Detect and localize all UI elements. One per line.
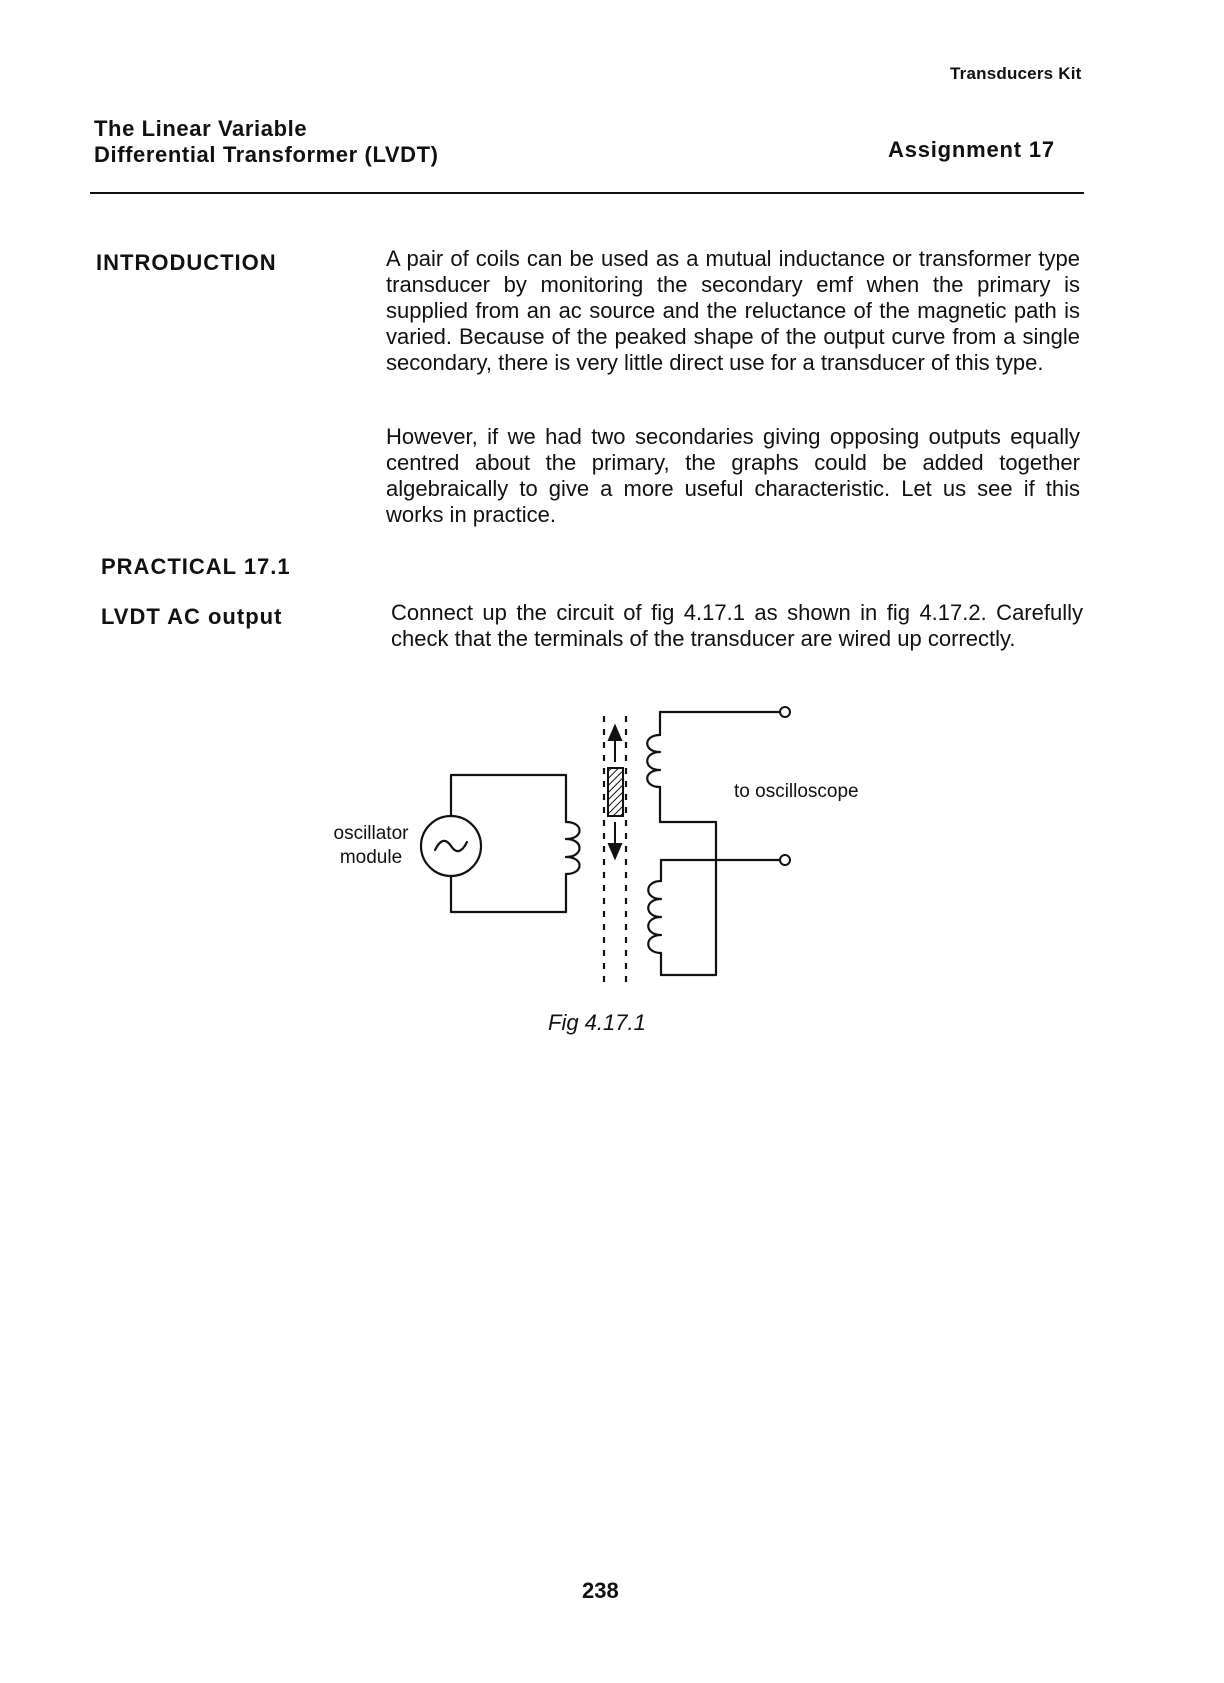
primary-coil — [566, 822, 580, 874]
sine-wave-icon — [435, 841, 467, 851]
title-line-1: The Linear Variable — [94, 116, 308, 141]
output-terminal-top — [780, 707, 790, 717]
intro-paragraph-1: A pair of coils can be used as a mutual inductance or transformer type transducer by monitoring the secondary emf when the primary is supplied from an ac source and the reluctance of the magnetic path is varied. Because of the peaked shape of the output curve from a single secondary, there is very little direct use for a transducer of this type. — [386, 246, 1080, 375]
kit-label: Transducers Kit — [950, 64, 1082, 83]
intro-paragraph-2: However, if we had two secondaries giving opposing outputs equally centred about the primary, the graphs could be added together algebraically to give a more useful characteristic. Let us see if this works in practice. — [386, 424, 1080, 527]
practical-heading: PRACTICAL 17.1 — [101, 554, 291, 579]
oscillator-label-line-2: module — [339, 847, 403, 868]
assignment-label: Assignment 17 — [888, 137, 1055, 162]
practical-paragraph: Connect up the circuit of fig 4.17.1 as shown in fig 4.17.2. Carefully check that the terminals of the transducer are wired up correctly. — [391, 600, 1083, 651]
title-line-2: Differential Transformer (LVDT) — [94, 142, 439, 167]
page-number: 238 — [582, 1578, 619, 1603]
primary-bottom-wire — [451, 874, 566, 912]
movable-core — [608, 768, 623, 816]
primary-top-wire — [451, 775, 566, 822]
output-terminal-bottom — [780, 855, 790, 865]
introduction-heading: INTRODUCTION — [96, 250, 277, 275]
scope-label: to oscilloscope — [734, 781, 859, 802]
lower-secondary-coil — [648, 881, 661, 953]
figure-caption: Fig 4.17.1 — [548, 1010, 646, 1035]
series-link-wire — [660, 787, 716, 975]
oscillator-label-line-1: oscillator — [333, 823, 409, 844]
practical-subheading: LVDT AC output — [101, 604, 283, 629]
upper-secondary-coil — [647, 735, 660, 787]
oscillator-label — [328, 822, 414, 870]
